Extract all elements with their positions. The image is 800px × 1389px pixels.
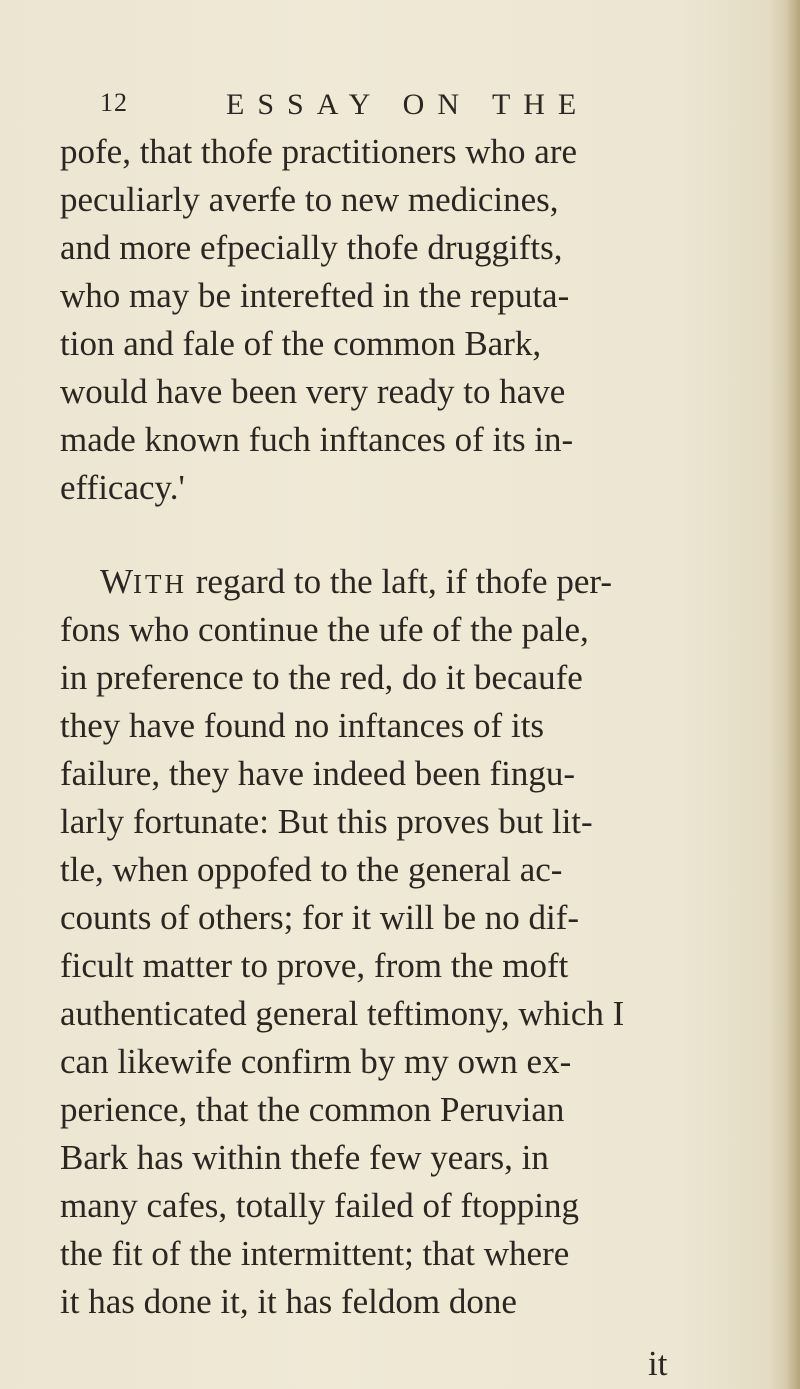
text-line-rest: regard to the laft, if thofe per- (187, 562, 612, 601)
text-line: the fit of the intermittent; that where (60, 1234, 570, 1273)
paragraph-opening-line (100, 558, 612, 606)
text-line: tion and fale of the common Bark, (60, 324, 542, 363)
text-line: and more efpecially thofe druggifts, (60, 228, 563, 267)
text-line: pofe, that thofe practitioners who are (60, 132, 578, 171)
text-line: made known fuch inftances of its in- (60, 420, 574, 459)
text-line: efficacy.' (60, 468, 185, 507)
small-caps-text: ITH (133, 569, 188, 599)
text-line: tle, when oppofed to the general ac- (60, 850, 563, 889)
text-line: perience, that the common Peruvian (60, 1090, 565, 1129)
page-edge-shadow (786, 0, 800, 1389)
text-line: larly fortunate: But this proves but lit- (60, 802, 593, 841)
text-line: ficult matter to prove, from the moft (60, 946, 569, 985)
text-line: it has done it, it has feldom done (60, 1282, 517, 1321)
text-line: peculiarly averfe to new medicines, (60, 180, 559, 219)
catchword: it (648, 1344, 668, 1383)
text-line: Bark has within thefe few years, in (60, 1138, 549, 1177)
text-line: many cafes, totally failed of ftopping (60, 1186, 580, 1225)
text-line: in preference to the red, do it becaufe (60, 658, 583, 697)
page-number: 12 (100, 88, 128, 117)
text-line: authenticated general teftimony, which I (60, 994, 625, 1033)
running-head: ESSAY ON THE (226, 88, 590, 121)
text-line: would have been very ready to have (60, 372, 566, 411)
text-line: failure, they have indeed been fingu- (60, 754, 576, 793)
text-line: who may be interefted in the reputa- (60, 276, 570, 315)
text-line: they have found no inftances of its (60, 706, 545, 745)
page-header (100, 88, 720, 128)
text-line: counts of others; for it will be no dif- (60, 898, 580, 937)
text-line: can likewife confirm by my own ex- (60, 1042, 572, 1081)
text-line: fons who continue the ufe of the pale, (60, 610, 589, 649)
paragraph-initial: W (100, 562, 134, 601)
